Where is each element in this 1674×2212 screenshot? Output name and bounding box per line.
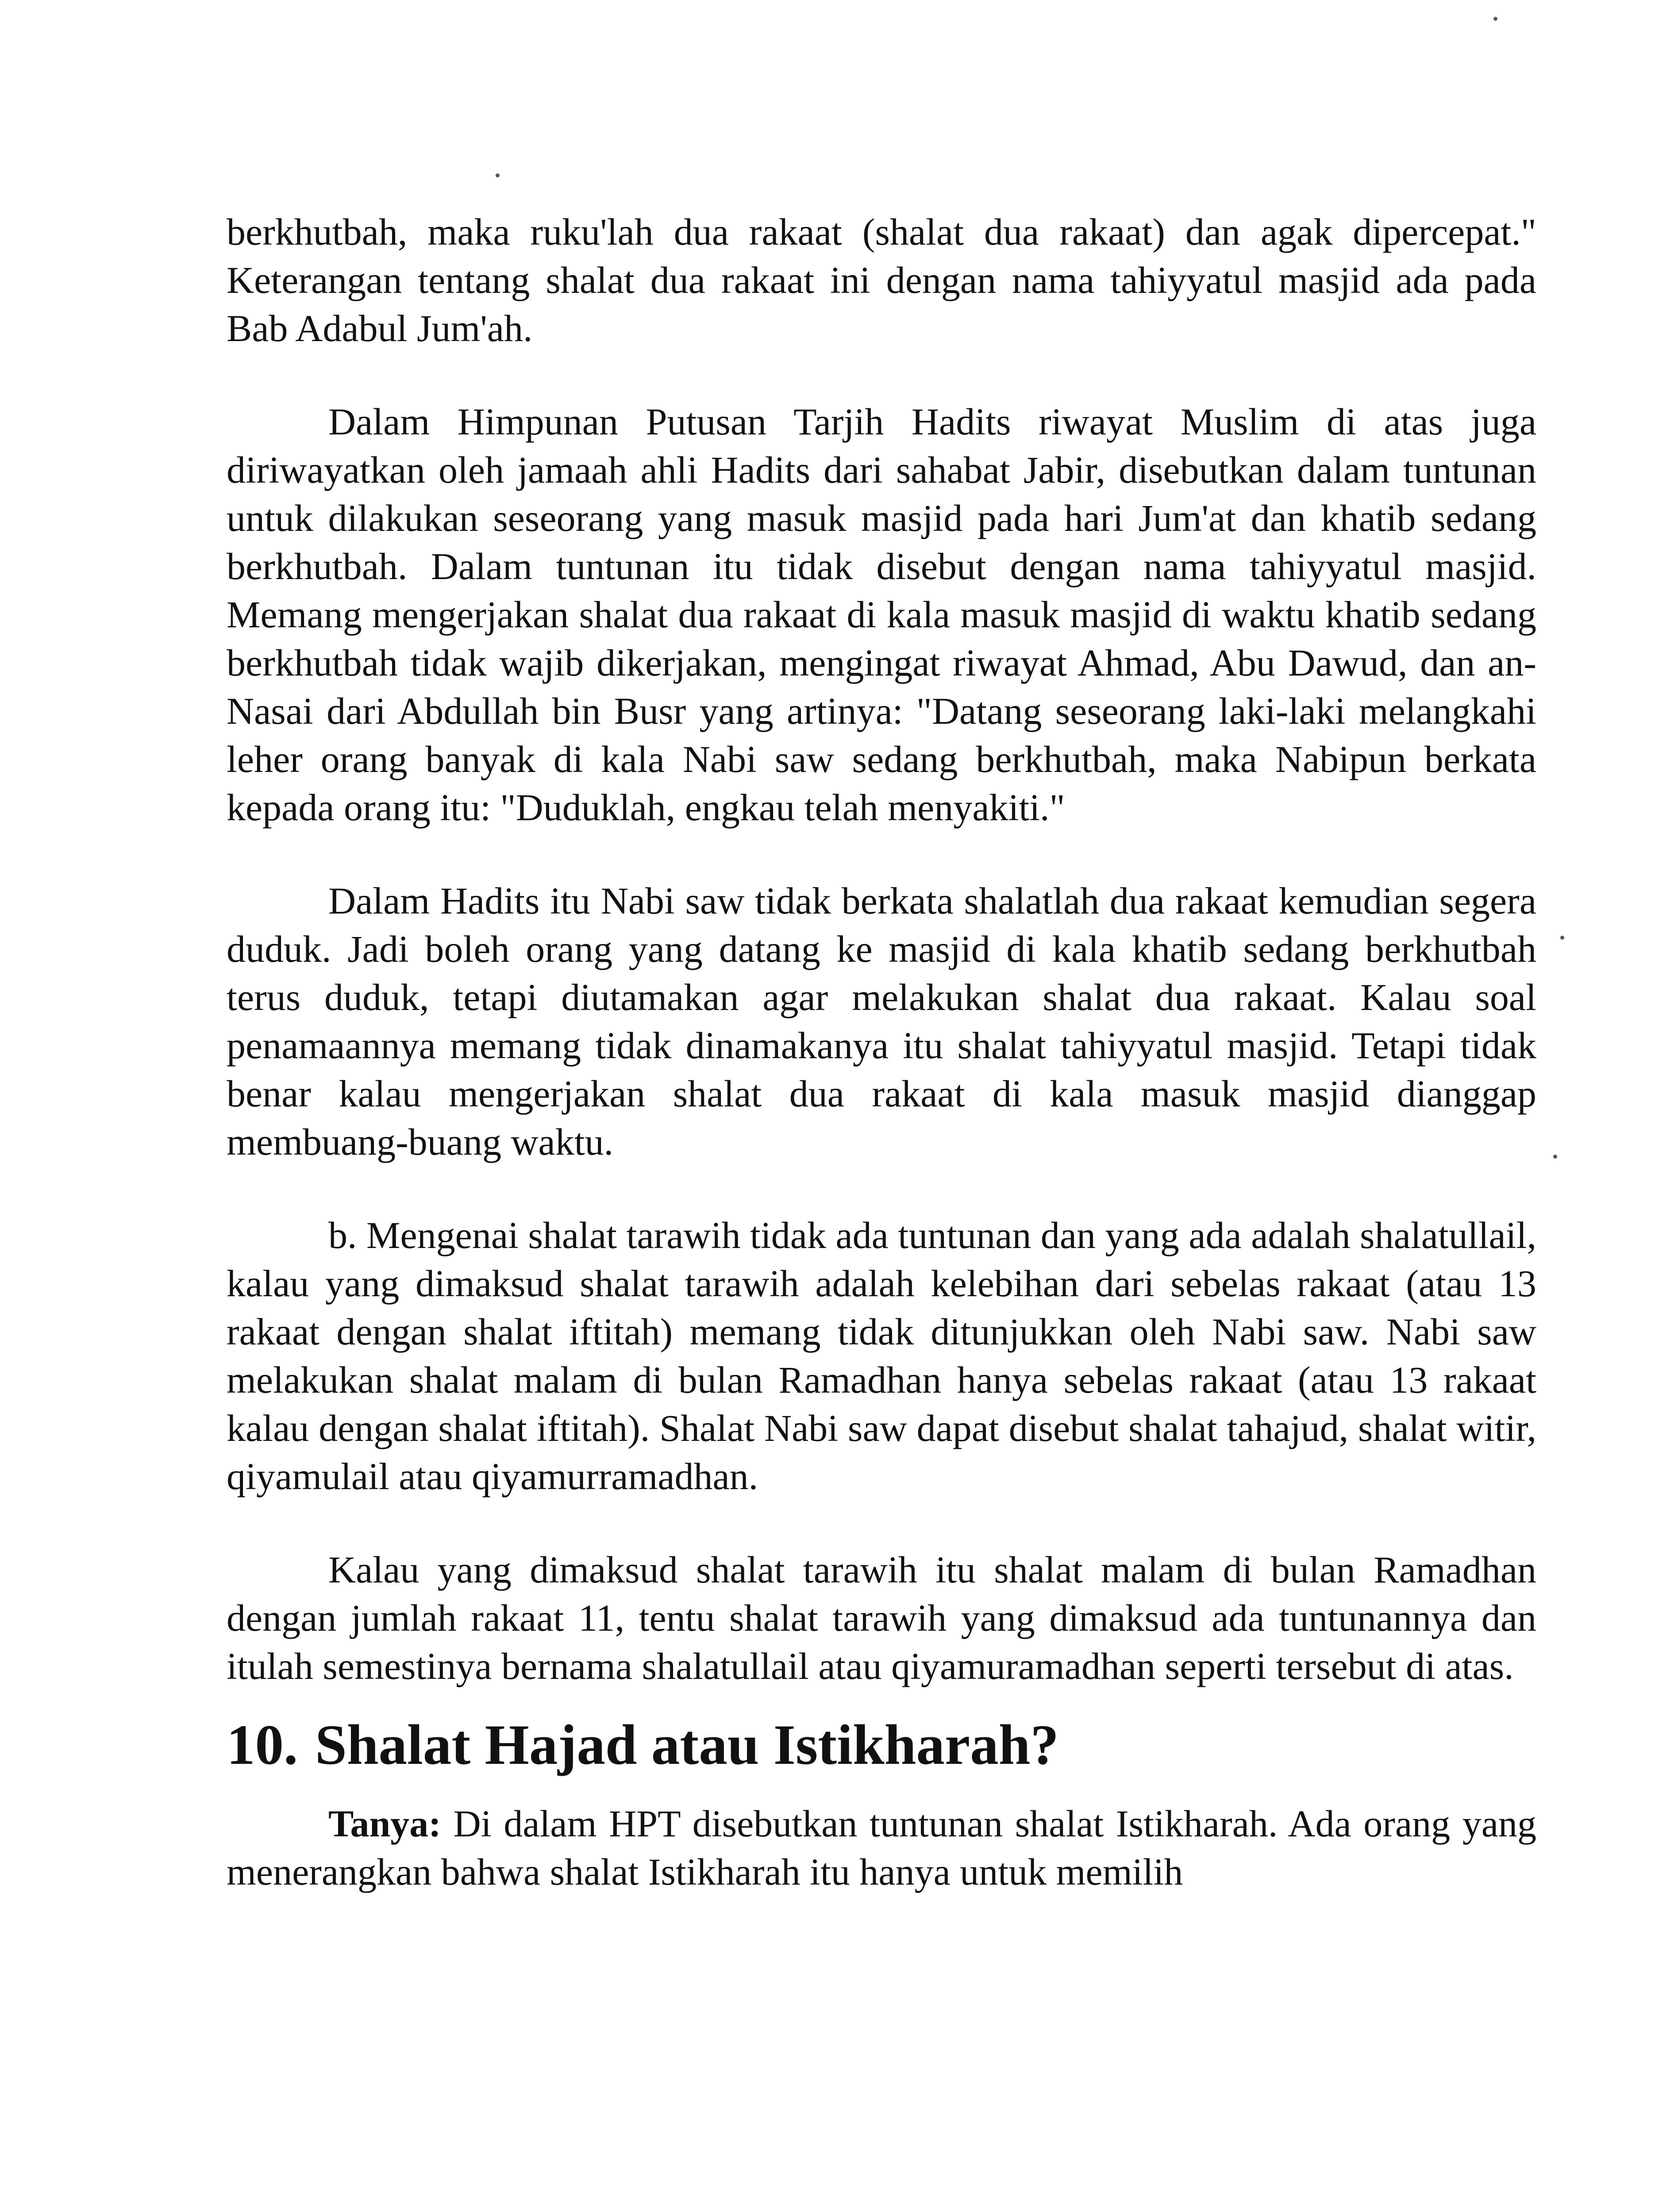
paragraph-himpunan-putusan-tarjih: Dalam Himpunan Putusan Tarjih Hadits riwayat Muslim di atas juga diriwayatkan oleh jamaah ahli Hadits dari sahabat Jabir, disebutkan dalam tuntunan untuk dilakukan seseorang yang masuk masjid pada hari Jum'at dan khatib sedang berkhutbah. Dalam tuntunan itu tidak disebut dengan nama tahiyyatul masjid. Memang mengerjakan shalat dua rakaat di kala masuk masjid di waktu khatib sedang berkhutbah tidak wajib dikerjakan, mengingat riwayat Ahmad, Abu Dawud, dan an-Nasai dari Abdullah bin Busr yang artinya: "Datang seseorang laki-laki melangkahi leher orang banyak di kala Nabi saw sedang berkhutbah, maka Nabipun berkata kepada orang itu: "Duduklah, engkau telah menyakiti." bbox=[227, 400, 1536, 829]
paragraph-shalat-tarawih: b. Mengenai shalat tarawih tidak ada tuntunan dan yang ada adalah shalatullail, kalau yang dimaksud shalat tarawih adalah kelebihan dari sebelas rakaat (atau 13 rakaat dengan shalat iftitah) memang tidak ditunjukkan oleh Nabi saw. Nabi saw melakukan shalat malam di bulan Ramadhan hanya sebelas rakaat (atau 13 rakaat kalau dengan shalat iftitah). Shalat Nabi saw dapat disebut shalat tahajud, shalat witir, qiyamulail atau qiyamurramadhan. bbox=[227, 1214, 1536, 1498]
paragraph-continuation: berkhutbah, maka ruku'lah dua rakaat (shalat dua rakaat) dan agak dipercepat." Keterangan tentang shalat dua rakaat ini dengan nama tahiyyatul masjid ada pada Bab Adabul Jum'ah. bbox=[227, 211, 1536, 349]
section-heading bbox=[227, 1713, 1536, 1776]
question-label: Tanya: bbox=[328, 1802, 441, 1845]
question-paragraph bbox=[227, 1800, 1536, 1896]
scan-speck bbox=[1560, 936, 1564, 940]
question-text: Di dalam HPT disebutkan tuntunan shalat Istikharah. Ada orang yang menerangkan bahwa shalat Istikharah itu hanya untuk memilih bbox=[227, 1802, 1536, 1893]
scan-speck bbox=[1553, 1155, 1557, 1159]
section-title: Shalat Hajad atau Istikharah? bbox=[315, 1713, 1059, 1776]
section-number: 10. bbox=[227, 1713, 298, 1776]
page-body bbox=[227, 208, 1536, 1941]
scan-speck bbox=[1493, 17, 1497, 21]
scan-speck bbox=[496, 173, 500, 177]
paragraph-qiyamuramadhan: Kalau yang dimaksud shalat tarawih itu shalat malam di bulan Ramadhan dengan jumlah rakaat 11, tentu shalat tarawih yang dimaksud ada tuntunannya dan itulah semestinya bernama shalatullail atau qiyamuramadhan seperti tersebut di atas. bbox=[227, 1548, 1536, 1687]
paragraph-hadits-nabi: Dalam Hadits itu Nabi saw tidak berkata shalatlah dua rakaat kemudian segera duduk. Jadi boleh orang yang datang ke masjid di kala khatib sedang berkhutbah terus duduk, tetapi diutamakan agar melakukan shalat dua rakaat. Kalau soal penamaannya memang tidak dinamakanya itu shalat tahiyyatul masjid. Tetapi tidak benar kalau mengerjakan shalat dua rakaat di kala masuk masjid dianggap membuang-buang waktu. bbox=[227, 879, 1536, 1163]
